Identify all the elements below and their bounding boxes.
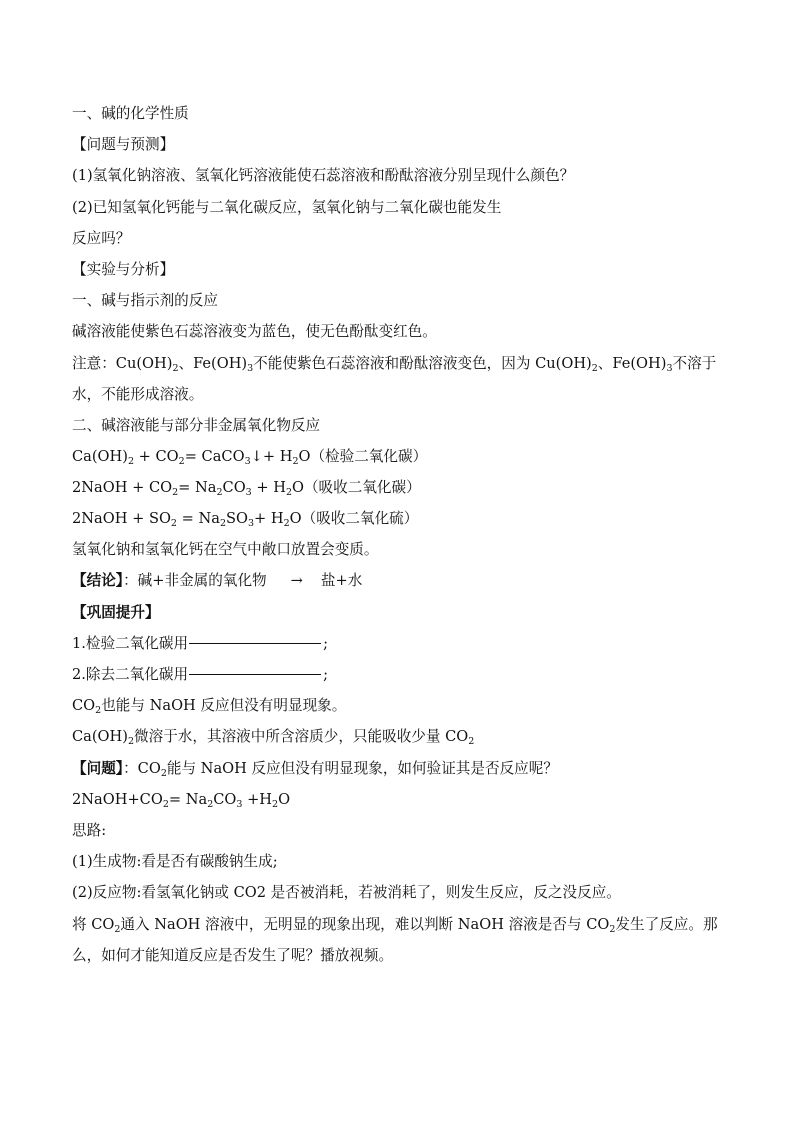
heading-experiment-analysis: 【实验与分析】 <box>72 260 175 278</box>
equation-naoh-co2-2: $2NaOH+CO_2= Na_2CO_3 +H_2O$ <box>72 790 291 810</box>
note-paragraph: 注意：$Cu(OH)_2$、$Fe(OH)_3$不能使紫色石蕊溶液和酚酞溶液变色，因为 $Cu(OH)_2$、$Fe(OH)_3$不溶于水，不能形成溶液。 <box>72 354 717 403</box>
heading-question-prediction: 【问题与预测】 <box>72 136 175 154</box>
caoh2-solubility-note: $Ca(OH)_2$微溶于水，其溶液中所含溶质少，只能吸收少量 $CO_2$ <box>72 728 475 748</box>
section-title: 一、碱的化学性质 <box>72 105 189 122</box>
exercise-1: 1.检验二氧化碳用 ; <box>72 634 329 652</box>
question-1: (1)氢氧化钠溶液、氢氧化钙溶液能使石蕊溶液和酚酞溶液分别呈现什么颜色？ <box>72 167 575 185</box>
approach-reactant: (2)反应物:看氢氧化钠或 CO2 是否被消耗，若被消耗了，则发生反应，反之没反应。 <box>72 884 621 902</box>
subheading-indicator-reaction: 一、碱与指示剂的反应 <box>72 292 218 310</box>
question-label: 【问题】 <box>72 759 124 777</box>
co2-naoh-note: $CO_2$也能与 NaOH 反应但没有明显现象。 <box>72 697 347 717</box>
subheading-nonmetal-oxide: 二、碱溶液能与部分非金属氧化物反应 <box>72 416 321 434</box>
exercise-2: 2.除去二氧化碳用 ; <box>72 666 329 683</box>
deterioration-note: 氢氧化钠和氢氧化钙在空气中敞口放置会变质。 <box>72 541 379 559</box>
question-2: (2)已知氢氧化钙能与二氧化碳反应，氢氧化钠与二氧化碳也能发生 <box>72 198 502 216</box>
document-page <box>72 98 732 971</box>
conclusion-line: 【结论】：碱+非金属的氧化物 → 盐+水 <box>72 565 732 596</box>
equation-caoh2-co2: $Ca(OH)_2 + CO_2=$ CaCO$_3$↓+ $H_2O$（检验二氧化碳） <box>72 447 428 467</box>
equation-naoh-so2: 2NaOH + $SO_2 = Na_2SO_3+ H_2O$（吸收二氧化硫） <box>72 510 419 530</box>
video-paragraph: 将 $CO_2$通入 NaOH 溶液中，无明显的现象出现，难以判断 NaOH 溶液是否与 $CO_2$发生了反应。那么，如何才能知道反应是否发生了呢？播放视频。 <box>72 915 718 964</box>
conclusion-label: 【结论】 <box>72 572 124 590</box>
arrow-icon: → <box>290 572 303 590</box>
question-line: 【问题】：$CO_2$能与 NaOH 反应但没有明显现象，如何验证其是否反应呢？ <box>72 759 558 779</box>
approach-label: 思路: <box>72 821 107 839</box>
equation-naoh-co2: 2NaOH + $CO_2= Na_2CO_3 + H_2O$（吸收二氧化碳） <box>72 478 421 498</box>
answer-blank-1[interactable] <box>189 642 321 644</box>
indicator-statement: 碱溶液能使紫色石蕊溶液变为蓝色，使无色酚酞变红色。 <box>72 323 437 341</box>
heading-consolidation: 【巩固提升】 <box>72 603 160 621</box>
answer-blank-2[interactable] <box>189 673 321 675</box>
approach-product: (1)生成物:看是否有碳酸钠生成; <box>72 853 278 871</box>
question-2-continued: 反应吗？ <box>72 229 131 247</box>
